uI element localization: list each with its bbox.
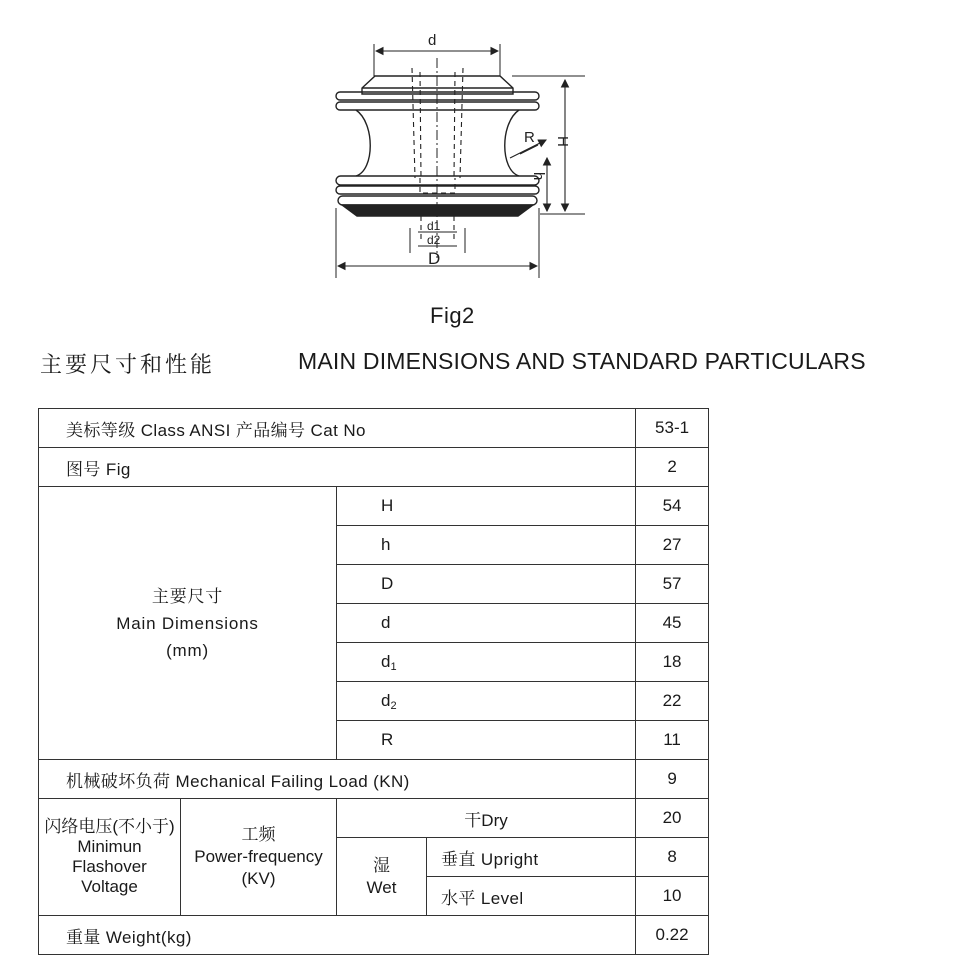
flashover-en-3: Voltage [81,877,138,896]
fig-value: 2 [636,448,709,487]
flashover-en-1: Minimun [77,837,142,856]
table-row [39,409,709,448]
insulator-drawing [300,28,590,303]
dim-value: 27 [636,526,709,565]
power-frequency-unit: (KV) [241,869,276,888]
table-row [39,916,709,955]
dim-symbol-subscript: 1 [390,660,397,673]
insulator-figure-svg [300,28,590,303]
main-dimensions-en: Main Dimensions [116,613,259,633]
dim-symbol-base: d [381,651,391,671]
dim-value: 18 [636,643,709,682]
dim-symbol: H [337,487,636,526]
dim-label-D: D [428,249,441,268]
fig-label: 图号 Fig [39,448,636,487]
dim-symbol-d2 [337,682,636,721]
power-frequency-label [181,799,337,916]
dim-symbol: R [337,721,636,760]
insulator-outline [336,44,585,278]
wet-label [337,838,427,916]
upright-value: 8 [636,838,709,877]
flashover-en-2: Flashover [72,857,147,876]
table-row [39,448,709,487]
wet-cn: 湿 [373,855,390,875]
dim-symbol-base: d [381,690,391,710]
table-row [39,487,709,526]
dim-symbol-subscript: 2 [390,699,397,712]
dim-value: 54 [636,487,709,526]
weight-value: 0.22 [636,916,709,955]
mechanical-load-value: 9 [636,760,709,799]
main-dimensions-label [39,487,337,760]
dry-value: 20 [636,799,709,838]
dim-value: 57 [636,565,709,604]
dim-label-d: d [428,32,437,49]
main-dimensions-unit: (mm) [166,640,209,660]
power-frequency-cn: 工频 [241,825,276,844]
dim-label-H: H [554,136,571,147]
dim-symbol: D [337,565,636,604]
dim-symbol: d [337,604,636,643]
table-row [39,799,709,838]
level-value: 10 [636,877,709,916]
weight-label: 重量 Weight(kg) [39,916,636,955]
main-dimensions-cn: 主要尺寸 [151,586,224,606]
wet-en: Wet [366,877,397,897]
specifications-table [38,408,709,955]
dim-label-R: R [524,129,535,146]
level-label: 水平 Level [427,877,636,916]
mechanical-load-label: 机械破坏负荷 Mechanical Failing Load (KN) [39,760,636,799]
class-label: 美标等级 Class ANSI 产品编号 Cat No [39,409,636,448]
dim-value: 45 [636,604,709,643]
power-frequency-en: Power-frequency [194,847,323,866]
flashover-cn: 闪络电压(不小于) [44,817,175,836]
dim-label-d2: d2 [427,233,441,247]
dim-label-d1: d1 [427,219,441,233]
flashover-voltage-label [39,799,181,916]
dim-label-h: h [530,172,547,181]
table-row [39,760,709,799]
figure-caption: Fig2 [430,303,475,328]
section-heading-cn: 主要尺寸和性能 [40,353,216,378]
dim-symbol: h [337,526,636,565]
dry-label: 干Dry [337,799,636,838]
dim-value: 22 [636,682,709,721]
section-heading-en: MAIN DIMENSIONS AND STANDARD PARTICULARS [298,348,866,374]
class-value: 53-1 [636,409,709,448]
upright-label: 垂直 Upright [427,838,636,877]
dim-value: 11 [636,721,709,760]
dim-symbol-d1 [337,643,636,682]
